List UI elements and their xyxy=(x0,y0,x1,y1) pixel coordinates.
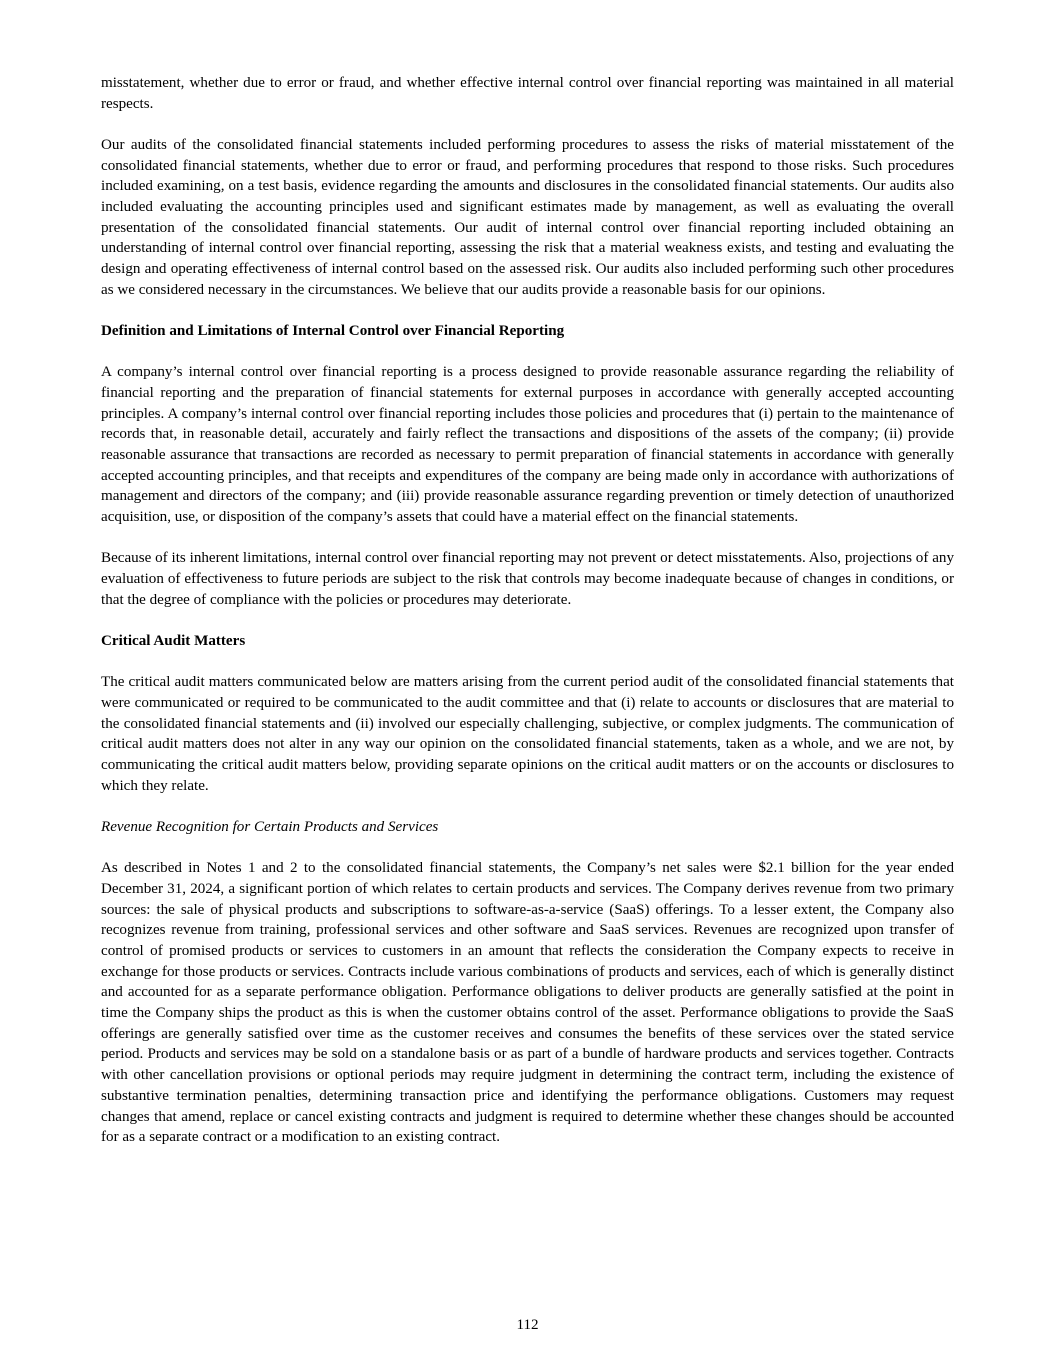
paragraph-critical-audit-matters: The critical audit matters communicated below are matters arising from the current period audit of the consolidated financial statements that were communicated or required to be communicated to the audit committee and that (i) relate to accounts or disclosures that are material to the consolidated financial statements and (ii) involved our especially challenging, subjective, or complex judgments. The communication of critical audit matters does not alter in any way our opinion on the consolidated financial statements, taken as a whole, and we are not, by communicating the critical audit matters below, providing separate opinions on the critical audit matters or on the accounts or disclosures to which they relate. xyxy=(101,674,954,794)
document-page xyxy=(101,73,954,1168)
paragraph-audit-procedures: Our audits of the consolidated financial statements included performing procedures to assess the risks of material misstatement of the consolidated financial statements, whether due to error or fraud, and performing procedures that respond to those risks. Such procedures included examining, on a test basis, evidence regarding the amounts and disclosures in the consolidated financial statements. Our audits also included evaluating the accounting principles used and significant estimates made by management, as well as evaluating the overall presentation of the consolidated financial statements. Our audit of internal control over financial reporting included obtaining an understanding of internal control over financial reporting, assessing the risk that a material weakness exists, and testing and evaluating the design and operating effectiveness of internal control based on the assessed risk. Our audits also included performing such other procedures as we considered necessary in the circumstances. We believe that our audits provide a reasonable basis for our opinions. xyxy=(101,136,954,298)
page-number: 112 xyxy=(516,1317,539,1333)
paragraph-revenue-recognition: As described in Notes 1 and 2 to the consolidated financial statements, the Company’s net sales were $2.1 billion for the year ended December 31, 2024, a significant portion of which relates to certain products and services. The Company derives revenue from two primary sources: the sale of physical products and subscriptions to software-as-a-service (SaaS) offerings. To a lesser extent, the Company also recognizes revenue from training, professional services and other software and SaaS services. Revenues are recognized upon transfer of control of promised products or services to customers in an amount that reflects the consideration the Company expects to receive in exchange for those products or services. Contracts include various combinations of products and services, each of which is generally distinct and accounted for as a separate performance obligation. Performance obligations to deliver products are generally satisfied at the point in time the Company ships the product as this is when the customer obtains control of the asset. Performance obligations to provide the SaaS offerings are generally satisfied over time as the customer receives and consumes the benefits of these services over the stated service period. Products and services may be sold on a standalone basis or as part of a bundle of hardware products and services together. Contracts with other cancellation provisions or optional periods may require judgment in determining the contract term, including the existence of substantive termination penalties, determining transaction price and identifying the performance obligations. Customers may request changes that amend, replace or cancel existing contracts and judgment is required to determine whether these changes should be accounted for as a separate contract or a modification to an existing contract. xyxy=(101,860,954,1146)
paragraph-internal-control-definition: A company’s internal control over financial reporting is a process designed to provide reasonable assurance regarding the reliability of financial reporting and the preparation of financial statements for external purposes in accordance with generally accepted accounting principles. A company’s internal control over financial reporting includes those policies and procedures that (i) pertain to the maintenance of records that, in reasonable detail, accurately and fairly reflect the transactions and dispositions of the assets of the company; (ii) provide reasonable assurance that transactions are recorded as necessary to permit preparation of financial statements in accordance with generally accepted accounting principles, and that receipts and expenditures of the company are being made only in accordance with authorizations of management and directors of the company; and (iii) provide reasonable assurance regarding prevention or timely detection of unauthorized acquisition, use, or disposition of the company’s assets that could have a material effect on the financial statements. xyxy=(101,364,954,526)
heading-critical-audit-matters: Critical Audit Matters xyxy=(101,632,246,649)
paragraph-inherent-limitations: Because of its inherent limitations, internal control over financial reporting may not prevent or detect misstatements. Also, projections of any evaluation of effectiveness to future periods are subject to the risk that controls may become inadequate because of changes in conditions, or that the degree of compliance with the policies or procedures may deteriorate. xyxy=(101,550,954,608)
subheading-revenue-recognition: Revenue Recognition for Certain Products and Services xyxy=(101,818,439,835)
paragraph-misstatement-continuation: misstatement, whether due to error or fraud, and whether effective internal control over financial reporting was maintained in all material respects. xyxy=(101,75,954,112)
heading-definition-limitations: Definition and Limitations of Internal Control over Financial Reporting xyxy=(101,323,565,340)
